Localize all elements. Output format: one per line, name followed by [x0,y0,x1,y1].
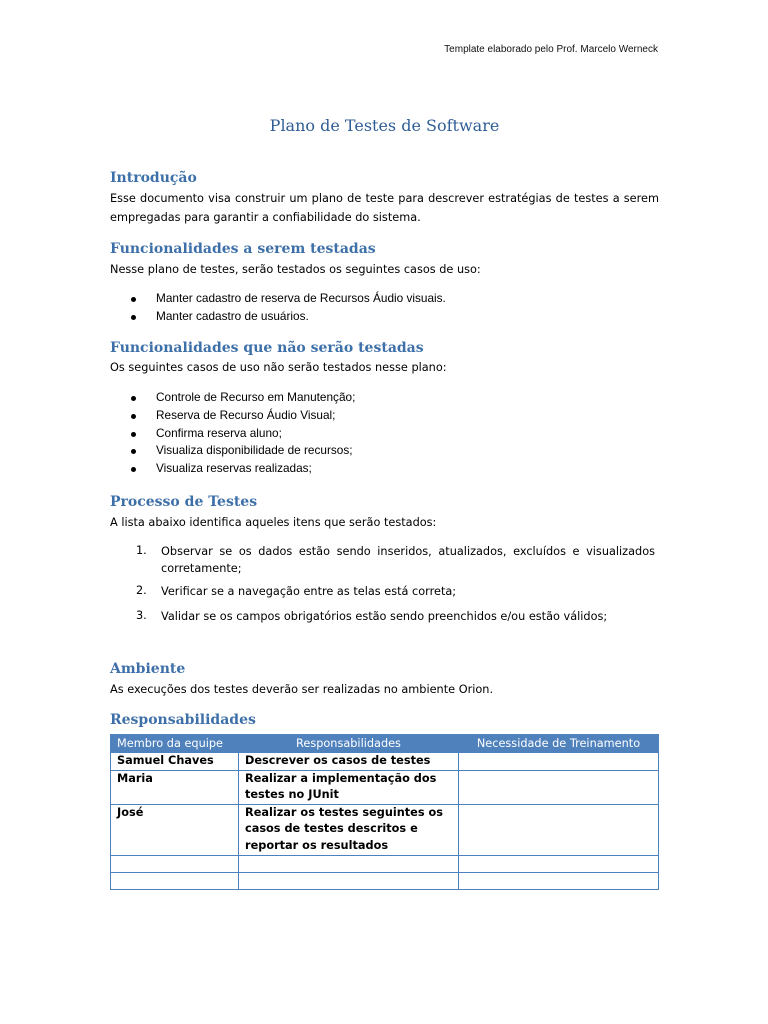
intro-heading: Introdução [110,170,197,186]
tested-text: Nesse plano de testes, serão testados os seguintes casos de uso: [110,263,481,276]
list-item [110,609,659,626]
bullet-icon [131,315,136,320]
table-cell: Samuel Chaves [111,753,239,771]
step-number: 2. [136,584,147,597]
tested-heading: Funcionalidades a serem testadas [110,241,376,257]
step-text: Observar se os dados estão sendo inseridos, atualizados, excluídos e visualizados corretamente; [161,545,655,575]
step-text: Validar se os campos obrigatórios estão sendo preenchidos e/ou estão válidos; [161,610,608,623]
table-cell: Realizar a implementação dos testes no JUnit [239,770,459,804]
bullet-icon [131,467,136,472]
table-cell [111,855,239,872]
table-row [111,872,659,889]
list-item: Manter cadastro de reserva de Recursos Áudio visuais. [110,290,446,308]
environment-text: As execuções dos testes deverão ser realizadas no ambiente Orion. [110,683,494,696]
column-header: Responsabilidades [239,735,459,753]
list-item: Visualiza disponibilidade de recursos; [110,442,355,460]
table-cell: Descrever os casos de testes [239,753,459,771]
table-cell [111,872,239,889]
bullet-icon [131,297,136,302]
process-heading: Processo de Testes [110,494,258,510]
column-header: Membro da equipe [111,735,239,753]
bullet-icon [131,432,136,437]
list-item: Reserva de Recurso Áudio Visual; [110,407,355,425]
not-tested-text: Os seguintes casos de uso não serão testados nesse plano: [110,361,447,374]
table-cell [459,753,659,771]
bullet-icon [131,449,136,454]
table-cell [459,804,659,855]
table-cell: José [111,804,239,855]
table-cell [239,855,459,872]
list-item: Manter cadastro de usuários. [110,308,446,326]
table-row [111,804,659,855]
step-text: Verificar se a navegação entre as telas está correta; [161,585,457,598]
not-tested-list [110,389,355,478]
list-item: Visualiza reservas realizadas; [110,460,355,478]
list-item: Confirma reserva aluno; [110,425,355,443]
table-cell [459,855,659,872]
table-row [111,770,659,804]
table-cell: Realizar os testes seguintes os casos de testes descritos e reportar os resultados [239,804,459,855]
process-text: A lista abaixo identifica aqueles itens que serão testados: [110,516,437,529]
list-item [110,544,659,577]
bullet-icon [131,396,136,401]
environment-heading: Ambiente [110,661,186,677]
table-cell [459,872,659,889]
table-cell [239,872,459,889]
table-cell: Maria [111,770,239,804]
bullet-icon [131,414,136,419]
list-item [110,584,659,601]
table-header-row [111,735,659,753]
intro-text: Esse documento visa construir um plano de teste para descrever estratégias de testes a serem empregadas para garantir a confiabilidade do sistema. [110,192,659,224]
tested-list [110,290,446,326]
step-number: 3. [136,609,147,622]
document-title: Plano de Testes de Software [269,116,500,135]
page-header-note: Template elaborado pelo Prof. Marcelo Werneck [444,44,658,55]
responsibilities-table [110,734,659,890]
table-cell [459,770,659,804]
table-row [111,855,659,872]
table-row [111,753,659,771]
responsibilities-heading: Responsabilidades [110,712,256,728]
not-tested-heading: Funcionalidades que não serão testadas [110,340,424,356]
column-header: Necessidade de Treinamento [459,735,659,753]
step-number: 1. [136,544,147,557]
list-item: Controle de Recurso em Manutenção; [110,389,355,407]
